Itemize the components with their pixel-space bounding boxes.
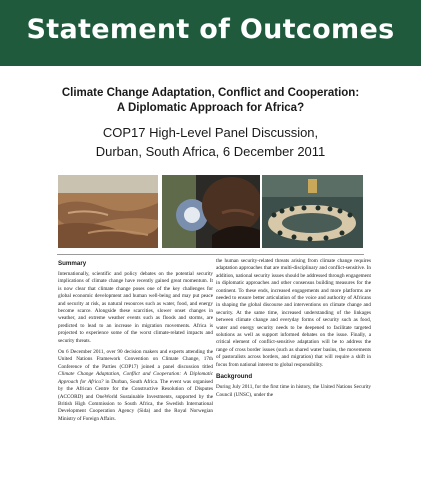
document-title-line2: A Diplomatic Approach for Africa? [116, 102, 305, 114]
event-line2: Durban, South Africa, 6 December 2011 [95, 144, 326, 159]
document-title [40, 86, 381, 116]
summary-heading: Summary [58, 260, 87, 267]
council-chamber-photo [262, 175, 363, 248]
landscape-photo-icon [58, 175, 158, 248]
event-paragraph-intro: On 6 December 2011, over 90 decision makers and experts attending the United Nations Framework Convention on Climate Change, 17th Conference of the Parties (COP17) joined a panel discussion titled [58, 349, 213, 370]
peacekeeper-photo-icon [162, 175, 260, 248]
event-paragraph-panel-title: Climate Change Adaptation, Conflict and Cooperation: A Diplomatic Approach for Africa? [58, 371, 213, 385]
event-subtitle [30, 123, 391, 161]
document-title-line1: Climate Change Adaptation, Conflict and Cooperation: [61, 87, 360, 99]
security-threats-paragraph: the human security-related threats arising from climate change requires adaptation approaches that are multi-disciplinary and conflict-sensitive. In addition, national security issues should be addressed through engagement in diplomatic approaches and other consensus building measures for the continent. To these ends, increased engagements and more platforms are needed to ensure better articulation of the voice and authority of Africans in shaping the global discourse and interventions on climate change and security. At the same time, increased understanding of the linkages between climate change and everyday forms of security such as food, water and energy security needs to be deepened to facilitate targeted solutions as well as support informed debates on the issue. Finally, a critical element of conflict-sensitive adaptation will be to address the range of cross border issues (such as shared water basins, the movements of pastoralists across borders, and migration) that will require a shift in focus from national interest to global responsibility. [216, 258, 371, 368]
section-divider [57, 254, 364, 255]
banner-title: Statement of Outcomes [26, 14, 395, 45]
event-line1: COP17 High-Level Panel Discussion, [102, 125, 319, 140]
landscape-photo [58, 175, 158, 248]
council-chamber-photo-icon [262, 175, 363, 248]
header-banner [0, 0, 421, 66]
event-paragraph-details: in Durban, South Africa. The event was organised by the African Centre for the Constructive Resolution of Disputes (ACCORD) and OneWorld Sustainable Investments, supported by the British High Commission to South Africa, the Swedish International Development Cooperation Agency (Sida) and the Royal Norwegian Ministry of Foreign Affairs. [58, 378, 213, 422]
background-paragraph: During July 2011, for the first time in history, the United Nations Security Council (UNSC), under the [216, 384, 371, 398]
left-column [58, 258, 213, 427]
right-column [216, 258, 371, 403]
peacekeeper-photo [162, 175, 260, 248]
background-heading: Background [216, 373, 253, 381]
summary-paragraph: Internationally, scientific and policy debates on the potential security implications of climate change have recently gained great momentum. It is now clear that climate change poses one of the key challenges for global economic development and human well-being and may put peace and security at risk, as natural resources such as water, food, and energy become scarce. Alongside these scarcities, slower onset changes in weather, and extreme weather events such as floods and storms, are predicted to lead to an increase in migration movements. Africa is projected to experience some of the worst climate-related impacts and security threats. [58, 271, 213, 344]
event-paragraph [58, 349, 213, 423]
